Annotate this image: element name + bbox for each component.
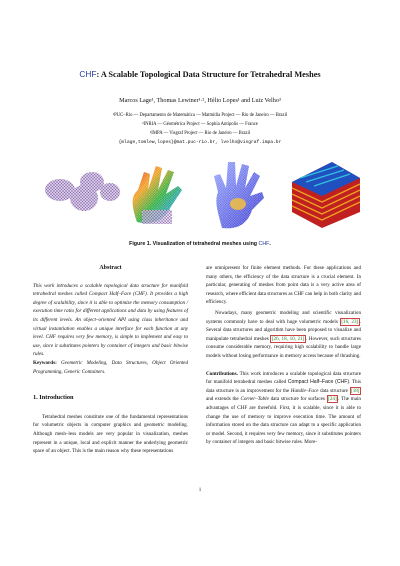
right-paragraph-2 xyxy=(206,309,361,361)
keywords-label: Keywords: xyxy=(33,359,57,366)
para2-text-a: Nowadays, many geometric modeling and scientific visualization systems commonly have to deal with huge volumetric models xyxy=(206,309,361,325)
caption-prefix: Figure 1. Visualization of tetrahedral meshes using xyxy=(129,241,259,247)
para2-text-c: . However, such structures consume considerable memory, requiring high scalability to handle large models without losing performance in memory access because of thrashing. xyxy=(206,335,361,359)
section-heading-introduction: 1. Introduction xyxy=(33,394,74,402)
contrib-text-f: . The main advantages of CHF are threefold. First, it is scalable, since it is able to change the use of memory to improve execution time. The amount of information stored on the data structure can adapt to a specific application or model. Second, it requires very few memory, since it substitutes pointers by container of integers and basic bitwise rules. More- xyxy=(206,396,361,446)
citation-link[interactable]: [26, 18, 10, 21] xyxy=(271,335,305,342)
citation-link[interactable]: [16, 23] xyxy=(341,318,359,325)
right-column xyxy=(206,264,361,447)
affiliation-3: ³IMPA — Visgraf Project — Rio de Janeiro — Brazil xyxy=(149,131,251,136)
contributions-paragraph xyxy=(206,370,361,447)
right-paragraph-1: are omnipresent for finite element methods. For these applications and many others, the efficiency of the data structure is a crucial element. In particular, generating of meshes from point data is a very active area of research, where efficient data structures as CHF can help in both clarity and efficiency. xyxy=(206,265,361,306)
figure-caption xyxy=(0,241,400,247)
left-column xyxy=(33,264,188,456)
citation-link[interactable]: [24] xyxy=(328,396,337,403)
caption-acronym: CHF xyxy=(258,241,270,247)
para2-text-b: . Several data structures and algorithm have been proposed to visualize and manipulate tetrahedral meshes xyxy=(206,318,361,342)
title-acronym: CHF xyxy=(79,69,97,79)
contrib-text-a: This work introduces a scalable topological data structure for manifold tetrahedral meshes called xyxy=(206,370,361,386)
page-number: 1 xyxy=(198,488,202,493)
contrib-text-b: . This data structure is an improvement for the xyxy=(206,379,362,394)
figure-1-images xyxy=(42,152,362,229)
author-emails: {mlage,tomlew,lopes}@mat.puc-rio.br, lvelho@visgraf.impa.br xyxy=(118,140,282,145)
keywords xyxy=(33,359,188,376)
contrib-name: Compact Half–Face (CHF) xyxy=(287,379,350,386)
affiliation-2: ²INRIA — Géométrica Project — Sophia Antipolis — France xyxy=(142,122,258,127)
affiliation-1: ¹PUC–Rio — Departamento de Matemática — Matmídia Project — Rio de Janeiro — Brazil xyxy=(112,113,288,118)
contrib-handle: Handle–Face xyxy=(290,387,319,394)
contrib-text-e: data structure for surfaces xyxy=(268,396,327,403)
lattice-mesh-image xyxy=(45,172,120,211)
striped-block-image xyxy=(292,162,360,228)
intro-paragraph: Tetrahedral meshes constitute one of the fundamental representations for volumetric objects in computer graphics and geometric modeling. Although mesh–less models are very popular in visualization, meshes represent in a unique, local and explicit manner the underlying geometric space of an object. This is the main reason why these representations xyxy=(33,413,188,455)
contrib-text-d: and extends the xyxy=(206,396,241,403)
contrib-corner: Corner–Table xyxy=(240,396,269,403)
blue-hand-image xyxy=(214,162,264,228)
keywords-text: Geometric Modeling, Data Structures, Object Oriented Programming, Generic Containers. xyxy=(33,359,188,375)
paper-title xyxy=(0,69,400,79)
colored-hand-image xyxy=(133,166,182,224)
abstract-heading: Abstract xyxy=(99,265,122,271)
contrib-text-c: data structure xyxy=(318,387,350,394)
contributions-heading: Contributions. xyxy=(206,370,238,377)
abstract-text: This work introduces a scalable topological data structure for manifold tetrahedral meshes called Compact Half–Face (CHF). It provides a high degree of scalability, since it is able to optimize the memory consumption / execution time ratio for different applications and data by using features of its different levels. An object–oriented API using class inheritance and virtual instantiation enables a unique interface for each function at any level. CHF requires very few memory, is simple to implement and easy to use, since it substitutes pointers by container of integers and basic bitwise rules. xyxy=(33,282,188,358)
caption-suffix: . xyxy=(269,241,271,247)
authors: Marcos Lage¹, Thomas Lewiner¹·², Hélio Lopes¹ and Luiz Velho³ xyxy=(119,97,281,104)
title-rest: : A Scalable Topological Data Structure for Tetrahedral Meshes xyxy=(96,70,321,79)
citation-link[interactable]: [18] xyxy=(351,387,360,394)
